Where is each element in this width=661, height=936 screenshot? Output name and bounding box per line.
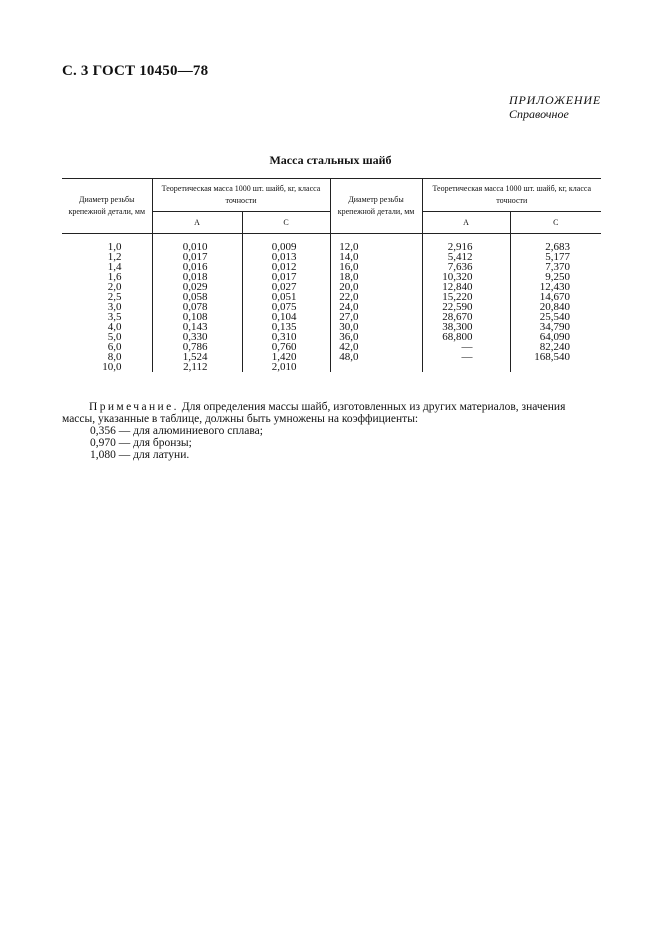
cell-class-a-left: 1,524 <box>152 352 242 362</box>
cell-diameter-left: 10,0 <box>102 361 122 373</box>
cell-class-a-right: 38,300 <box>422 322 510 332</box>
cell-diameter-left: 6,0 <box>107 341 122 353</box>
cell-class-a-left: 0,330 <box>152 332 242 342</box>
cell-class-a-right <box>422 362 510 372</box>
cell-diameter-right: 36,0 <box>330 332 422 342</box>
cell-class-a-left: 0,786 <box>152 342 242 352</box>
cell-diameter-right: 12,0 <box>330 234 422 253</box>
cell-class-a-right: — <box>422 352 510 362</box>
cell-diameter-right <box>330 362 422 372</box>
cell-class-a-right: 22,590 <box>422 302 510 312</box>
cell-diameter-right: 24,0 <box>330 302 422 312</box>
cell-class-c-right: 9,250 <box>510 272 601 282</box>
table-row <box>62 302 601 312</box>
cell-class-a-right: 5,412 <box>422 252 510 262</box>
cell-diameter-right: 22,0 <box>330 292 422 302</box>
appendix-subtitle: Справочное <box>509 107 569 121</box>
cell-class-c-right <box>510 362 601 372</box>
cell-class-a-left: 0,108 <box>152 312 242 322</box>
cell-diameter-left: 3,0 <box>107 301 122 313</box>
cell-class-c-right: 20,840 <box>510 302 601 312</box>
cell-class-a-right: — <box>422 342 510 352</box>
cell-diameter-left: 2,5 <box>107 291 122 303</box>
cell-class-c-left: 0,075 <box>242 302 330 312</box>
cell-class-a-right: 10,320 <box>422 272 510 282</box>
note <box>62 401 601 461</box>
cell-class-c-right: 64,090 <box>510 332 601 342</box>
cell-diameter-right: 14,0 <box>330 252 422 262</box>
cell-class-a-right: 28,670 <box>422 312 510 322</box>
note-label: Примечание. <box>89 401 179 413</box>
table-row <box>62 292 601 302</box>
header-class-a-left: А <box>152 212 242 234</box>
cell-class-c-left: 0,310 <box>242 332 330 342</box>
cell-class-a-right: 12,840 <box>422 282 510 292</box>
cell-class-c-right: 5,177 <box>510 252 601 262</box>
cell-diameter-right: 48,0 <box>330 352 422 362</box>
table-row <box>62 234 601 253</box>
cell-class-c-right: 82,240 <box>510 342 601 352</box>
cell-class-c-right: 7,370 <box>510 262 601 272</box>
coefficient-bronze: 0,970 — для бронзы; <box>90 437 192 449</box>
cell-diameter-left: 3,5 <box>107 311 122 323</box>
cell-diameter-left: 1,6 <box>107 271 122 283</box>
cell-diameter-left: 2,0 <box>107 281 122 293</box>
cell-class-a-left: 2,112 <box>152 362 242 372</box>
cell-diameter-right: 20,0 <box>330 282 422 292</box>
cell-class-a-right: 68,800 <box>422 332 510 342</box>
cell-diameter-right: 30,0 <box>330 322 422 332</box>
table-row <box>62 272 601 282</box>
coefficient-aluminium: 0,356 — для алюминиевого сплава; <box>90 425 263 437</box>
cell-class-c-left: 0,760 <box>242 342 330 352</box>
cell-class-c-left: 0,104 <box>242 312 330 322</box>
cell-class-a-left: 0,078 <box>152 302 242 312</box>
cell-class-c-right: 168,540 <box>510 352 601 362</box>
cell-class-a-left: 0,018 <box>152 272 242 282</box>
cell-class-a-right: 15,220 <box>422 292 510 302</box>
cell-class-a-left: 0,017 <box>152 252 242 262</box>
note-text: Для определения массы шайб, изготовленных из других материалов, значения массы, указанные в таблице, должны быть умножены на коэффициенты: <box>62 401 566 425</box>
table-row <box>62 322 601 332</box>
cell-diameter-left: 1,0 <box>107 241 122 253</box>
cell-class-a-left: 0,058 <box>152 292 242 302</box>
cell-diameter-left: 1,2 <box>107 251 122 263</box>
cell-class-c-right: 25,540 <box>510 312 601 322</box>
table-row <box>62 282 601 292</box>
cell-class-a-right: 2,916 <box>422 234 510 253</box>
cell-class-c-left: 0,009 <box>242 234 330 253</box>
cell-class-c-right: 12,430 <box>510 282 601 292</box>
coefficient-brass: 1,080 — для латуни. <box>90 449 190 461</box>
table-row <box>62 342 601 352</box>
cell-diameter-right: 16,0 <box>330 262 422 272</box>
cell-class-c-left: 0,027 <box>242 282 330 292</box>
cell-diameter-right: 42,0 <box>330 342 422 352</box>
cell-class-c-left: 2,010 <box>242 362 330 372</box>
cell-class-a-left: 0,143 <box>152 322 242 332</box>
table-row <box>62 352 601 362</box>
cell-class-c-left: 0,135 <box>242 322 330 332</box>
cell-class-a-left: 0,029 <box>152 282 242 292</box>
cell-class-c-left: 0,012 <box>242 262 330 272</box>
header-mass-right: Теоретическая масса 1000 шт. шайб, кг, класса точности <box>422 179 601 212</box>
cell-diameter-left: 5,0 <box>107 331 122 343</box>
cell-class-c-left: 0,013 <box>242 252 330 262</box>
cell-class-c-right: 14,670 <box>510 292 601 302</box>
cell-class-c-left: 1,420 <box>242 352 330 362</box>
table-row <box>62 312 601 322</box>
table-row <box>62 262 601 272</box>
header-class-c-left: С <box>242 212 330 234</box>
table-title: Масса стальных шайб <box>269 153 392 167</box>
header-mass-left: Теоретическая масса 1000 шт. шайб, кг, класса точности <box>152 179 330 212</box>
cell-class-c-right: 34,790 <box>510 322 601 332</box>
table-body <box>62 234 601 373</box>
cell-diameter-right: 27,0 <box>330 312 422 322</box>
cell-diameter-left: 1,4 <box>107 261 122 273</box>
cell-diameter-left: 4,0 <box>107 321 122 333</box>
cell-diameter-right: 18,0 <box>330 272 422 282</box>
cell-class-c-left: 0,017 <box>242 272 330 282</box>
cell-diameter-left: 8,0 <box>107 351 122 363</box>
appendix-title: ПРИЛОЖЕНИЕ <box>509 93 601 107</box>
header-diameter-right: Диаметр резьбы крепежной детали, мм <box>330 179 422 234</box>
cell-class-c-right: 2,683 <box>510 234 601 253</box>
header-class-c-right: С <box>510 212 601 234</box>
washer-mass-table <box>62 178 601 372</box>
table-row <box>62 252 601 262</box>
cell-class-a-left: 0,016 <box>152 262 242 272</box>
note-paragraph <box>62 401 601 425</box>
table-row <box>62 332 601 342</box>
cell-class-c-left: 0,051 <box>242 292 330 302</box>
page-header: С. 3 ГОСТ 10450—78 <box>62 63 209 79</box>
cell-class-a-right: 7,636 <box>422 262 510 272</box>
cell-class-a-left: 0,010 <box>152 234 242 253</box>
header-class-a-right: А <box>422 212 510 234</box>
appendix-label <box>509 93 601 121</box>
table-row <box>62 362 601 372</box>
header-diameter-left: Диаметр резьбы крепежной детали, мм <box>62 179 152 234</box>
